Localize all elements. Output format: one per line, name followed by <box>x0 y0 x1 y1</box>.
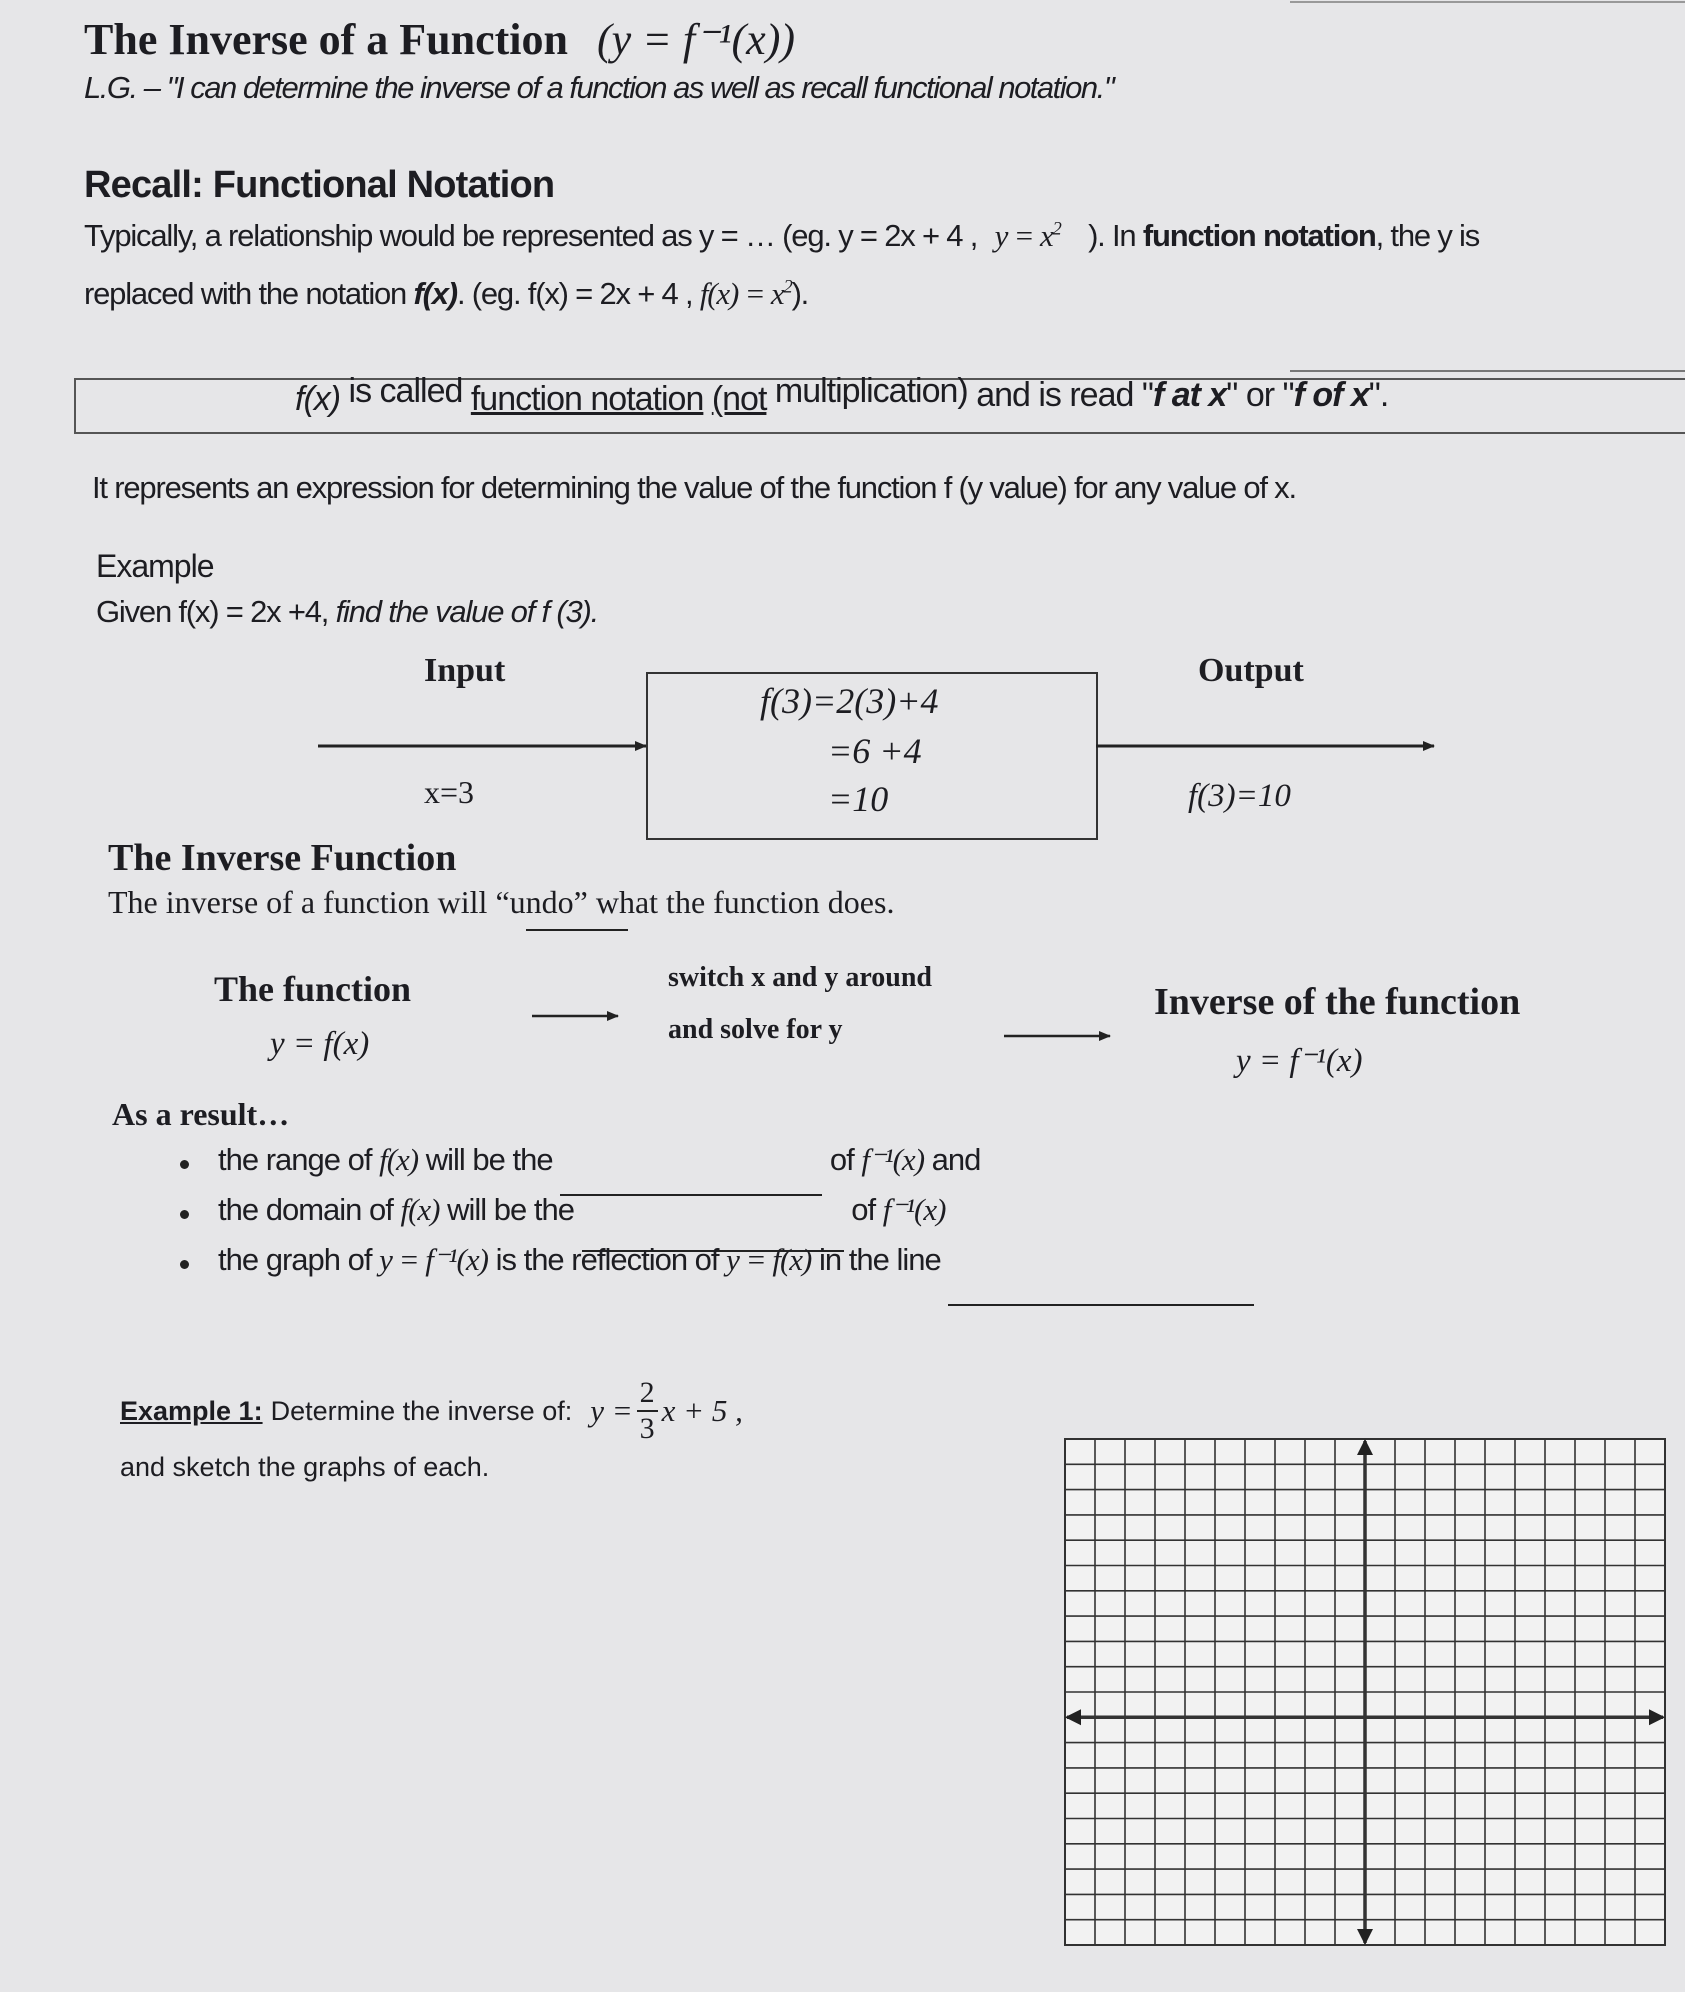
b2-c: of <box>851 1192 876 1227</box>
recall-line-2b: . (eg. f(x) = 2x + 4 , <box>456 276 693 311</box>
example1-fraction <box>637 1378 658 1444</box>
graph-grid[interactable] <box>1058 1432 1672 1952</box>
b3-b: is the reflection of <box>495 1242 719 1277</box>
box-line-1: f(3)=2(3)+4 <box>760 681 939 721</box>
def-fx: f(x) <box>295 380 341 418</box>
b2-fx: f(x) <box>400 1192 440 1227</box>
function-label: The function <box>214 969 412 1009</box>
b1-d: and <box>931 1142 981 1177</box>
frac-den: 3 <box>639 1412 655 1445</box>
switch-line-1: switch x and y around <box>668 962 933 993</box>
example1-line2: and sketch the graphs of each. <box>120 1452 490 1482</box>
recall-example-eq: $y = x^2$ <box>994 218 1061 253</box>
recall-line-1c: , the y is <box>1375 218 1480 253</box>
example-heading: Example <box>96 548 214 584</box>
b1-b: will be the <box>425 1142 553 1177</box>
b3-eq1: y = f⁻¹(x) <box>379 1242 488 1277</box>
switch-line-2: and solve for y <box>668 1014 843 1045</box>
b2-b: will be the <box>447 1192 574 1227</box>
inverse-desc: The inverse of a function will “undo” what the function does. <box>108 884 895 920</box>
example1-eq-left: y = <box>590 1393 633 1428</box>
inverse-label: Inverse of the function <box>1154 981 1521 1023</box>
b1-finv: f⁻¹(x) <box>861 1142 925 1177</box>
b1-fx: f(x) <box>379 1142 419 1177</box>
recall-line-2-eq: $f(x) = x^2$ <box>699 276 792 311</box>
b1-a: the range of <box>218 1142 372 1177</box>
example1 <box>120 1378 743 1444</box>
represents-text: It represents an expression for determining the value of the function f (y value) for any value of x. <box>92 470 1296 505</box>
b3-c: in the line <box>819 1242 941 1277</box>
def-is-called: is called <box>348 372 463 410</box>
def-f-of-x: f of x <box>1293 376 1369 414</box>
def-f-at-x: f at x <box>1152 376 1227 414</box>
example1-label: Example 1: <box>120 1395 263 1426</box>
input-label: Input <box>424 652 506 689</box>
input-value: x=3 <box>424 774 475 810</box>
recall-line-2-fx: f(x) <box>413 276 457 311</box>
def-read: and is read " <box>976 376 1153 414</box>
result-bullet-3 <box>218 1242 1254 1278</box>
recall-line-1-bold: function notation <box>1142 218 1376 253</box>
example1-text: Determine the inverse of: <box>270 1395 573 1426</box>
bullet-2 <box>180 1210 189 1219</box>
inverse-eq: y = f⁻¹(x) <box>1236 1043 1363 1079</box>
b3-eq2: y = f(x) <box>726 1242 812 1277</box>
bullet-1 <box>180 1160 189 1169</box>
recall-line-2a: replaced with the notation <box>84 276 407 311</box>
output-value: f(3)=10 <box>1188 778 1291 814</box>
bullet-3 <box>180 1260 189 1269</box>
frac-num: 2 <box>637 1378 658 1412</box>
output-label: Output <box>1198 652 1304 689</box>
title-math: (y = f⁻¹(x)) <box>597 15 795 64</box>
example-given-eq: Given f(x) = 2x +4, <box>96 594 329 629</box>
def-or: " or " <box>1226 376 1294 414</box>
result-heading: As a result… <box>112 1096 290 1132</box>
title-text: The Inverse of a Function <box>84 15 568 64</box>
result-bullet-2 <box>218 1192 945 1228</box>
def-function-notation: function notation <box>470 380 704 418</box>
b1-c: of <box>829 1142 854 1177</box>
b3-a: the graph of <box>218 1242 372 1277</box>
inverse-heading: The Inverse Function <box>108 837 457 879</box>
learning-goal: L.G. – "I can determine the inverse of a function as well as recall functional notation." <box>84 70 1114 105</box>
recall-line-1b: ). In <box>1088 218 1136 253</box>
function-eq: y = f(x) <box>270 1026 370 1062</box>
b2-a: the domain of <box>218 1192 393 1227</box>
result-bullet-1 <box>218 1142 980 1178</box>
example1-eq-right: x + 5 , <box>661 1393 743 1428</box>
recall-line-2: replaced with the notation f(x). (eg. f(x) = 2x + 4 , $f(x) = x^2$). <box>84 276 809 311</box>
recall-line-1a: Typically, a relationship would be represented as y = … (eg. y = 2x + 4 , <box>84 218 978 253</box>
b2-finv: f⁻¹(x) <box>882 1192 946 1227</box>
box-line-3: =10 <box>828 779 889 819</box>
b3-blank[interactable] <box>948 1304 1254 1306</box>
example-find: find the value of f (3). <box>335 594 599 629</box>
def-multiplication: multiplication) <box>774 372 968 410</box>
def-end: ". <box>1368 376 1389 414</box>
box-line-2: =6 +4 <box>828 731 922 771</box>
def-not: (not <box>711 380 767 418</box>
recall-heading: Recall: Functional Notation <box>84 164 555 206</box>
